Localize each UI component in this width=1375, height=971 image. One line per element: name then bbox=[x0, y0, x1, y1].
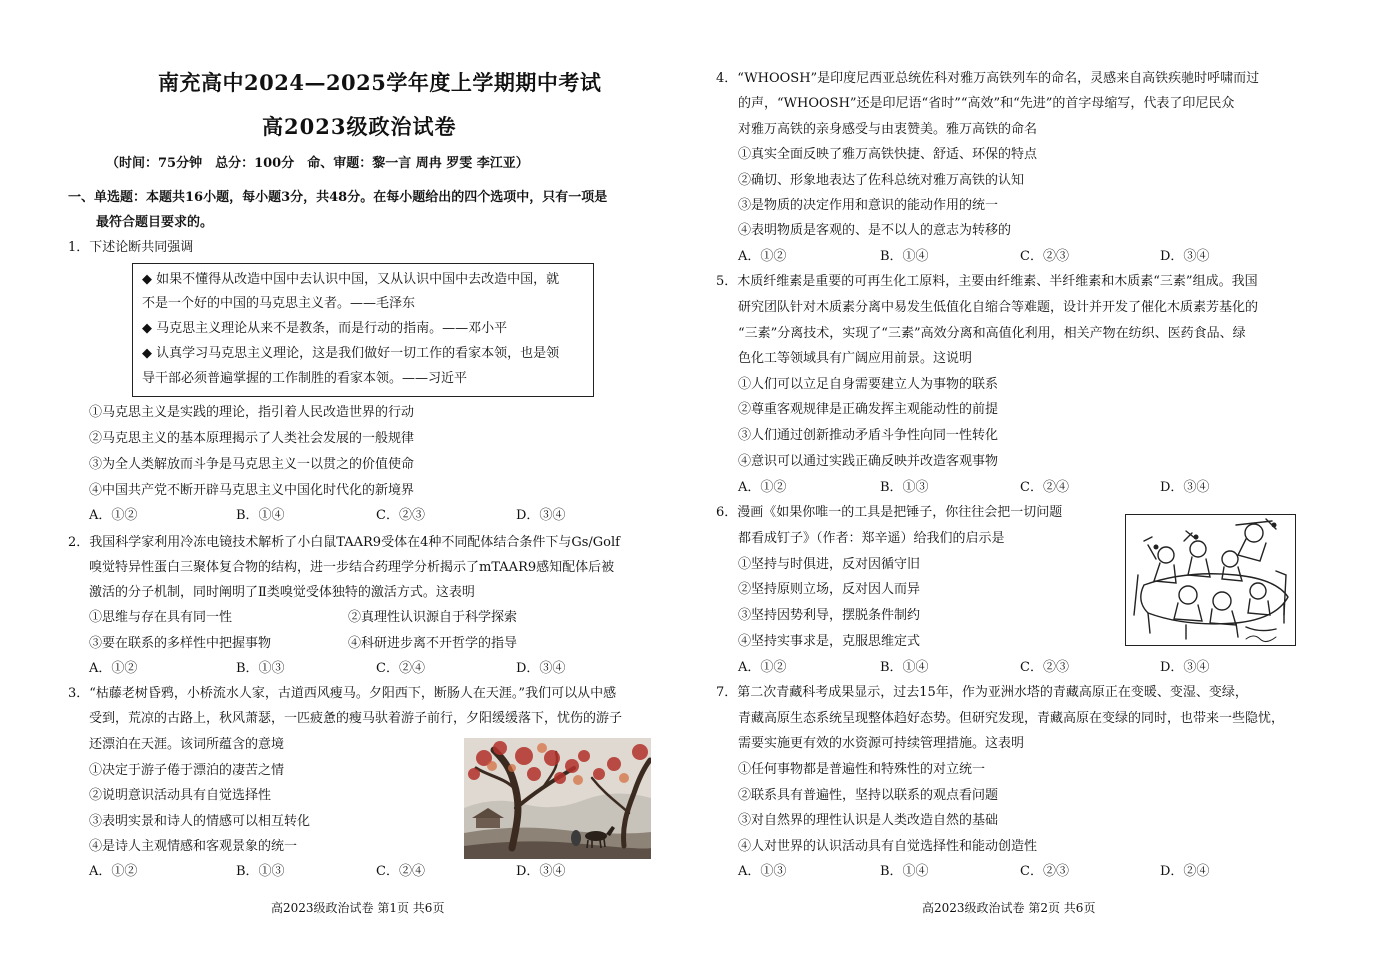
q1-quote-box bbox=[132, 263, 594, 397]
q3-option-c[interactable]: C．②④ bbox=[376, 864, 425, 879]
exam-page-2 bbox=[690, 0, 1375, 971]
q2-option-d[interactable]: D．③④ bbox=[516, 661, 566, 676]
q2-item: ④科研进步离不开哲学的指导 bbox=[348, 636, 518, 651]
q3-stem-line: 3．“枯藤老树昏鸦，小桥流水人家，古道西风瘦马。夕阳西下，断肠人在天涯。”我们可以从中感 bbox=[68, 686, 617, 701]
q7-item: ①任何事物都是普遍性和特殊性的对立统一 bbox=[738, 762, 986, 777]
q3-stem-line: 受到，荒凉的古路上，秋风萧瑟，一匹疲惫的瘦马驮着游子前行，夕阳缓缓落下，忧伤的游子 bbox=[89, 711, 623, 726]
q1-quote-line: ◆ 认真学习马克思主义理论，这是我们做好一切工作的看家本领，也是领 bbox=[142, 346, 560, 361]
q5-option-a[interactable]: A．①② bbox=[738, 480, 787, 495]
q7-option-b[interactable]: B．①④ bbox=[880, 864, 929, 879]
q5-option-c[interactable]: C．②④ bbox=[1020, 480, 1069, 495]
q4-option-b[interactable]: B．①④ bbox=[880, 249, 929, 264]
page-footer: 高2023级政治试卷 第1页 共6页 bbox=[271, 901, 445, 915]
section-heading-cont: 最符合题目要求的。 bbox=[96, 215, 214, 230]
q2-item: ②真理性认识源自于科学探索 bbox=[348, 610, 518, 625]
exam-subtitle: 高2023级政治试卷 bbox=[262, 114, 457, 139]
exam-title: 南充高中2024—2025学年度上学期期中考试 bbox=[158, 70, 602, 95]
q5-item: ③人们通过创新推动矛盾斗争性向同一性转化 bbox=[738, 428, 999, 443]
q1-item: ①马克思主义是实践的理论，指引着人民改造世界的行动 bbox=[89, 405, 415, 420]
q7-option-d[interactable]: D．②④ bbox=[1160, 864, 1210, 879]
q4-option-a[interactable]: A．①② bbox=[738, 249, 787, 264]
q6-item: ①坚持与时俱进，反对因循守旧 bbox=[738, 557, 921, 572]
q7-item: ③对自然界的理性认识是人类改造自然的基础 bbox=[738, 813, 999, 828]
q6-option-c[interactable]: C．②③ bbox=[1020, 660, 1069, 675]
q4-option-c[interactable]: C．②③ bbox=[1020, 249, 1069, 264]
q6-item: ③坚持因势利导，摆脱条件制约 bbox=[738, 608, 921, 623]
q2-item: ③要在联系的多样性中把握事物 bbox=[89, 636, 272, 651]
page-footer: 高2023级政治试卷 第2页 共6页 bbox=[922, 901, 1096, 915]
q4-item: ④表明物质是客观的、是不以人的意志为转移的 bbox=[738, 223, 1012, 238]
q6-option-a[interactable]: A．①② bbox=[738, 660, 787, 675]
q2-option-a[interactable]: A．①② bbox=[89, 661, 138, 676]
exam-info: （时间：75分钟 总分：100分 命、审题：黎一言 周冉 罗雯 李江亚） bbox=[106, 156, 529, 171]
q5-stem-line: 5．木质纤维素是重要的可再生化工原料，主要由纤维素、半纤维素和木质素“三素”组成。我国 bbox=[716, 274, 1258, 289]
q7-stem-line: 7．第二次青藏科考成果显示，过去15年，作为亚洲水塔的青藏高原正在变暖、变湿、变绿， bbox=[716, 685, 1248, 700]
q4-item: ③是物质的决定作用和意识的能动作用的统一 bbox=[738, 198, 999, 213]
q7-option-a[interactable]: A．①③ bbox=[738, 864, 787, 879]
q1-option-d[interactable]: D．③④ bbox=[516, 508, 566, 523]
q2-option-c[interactable]: C．②④ bbox=[376, 661, 425, 676]
q4-stem-line: 4．“WHOOSH”是印度尼西亚总统佐科对雅万高铁列车的命名，灵感来自高铁疾驰时呼啸而过 bbox=[716, 71, 1260, 86]
q2-stem-line: 2．我国科学家利用冷冻电镜技术解析了小白鼠TAAR9受体在4种不同配体结合条件下与Gs/Golf bbox=[68, 535, 620, 550]
q7-stem-line: 需要实施更有效的水资源可持续管理措施。这表明 bbox=[738, 736, 1025, 751]
q5-option-d[interactable]: D．③④ bbox=[1160, 480, 1210, 495]
q1-item: ②马克思主义的基本原理揭示了人类社会发展的一般规律 bbox=[89, 431, 415, 446]
q4-stem-line: 对雅万高铁的亲身感受与由衷赞美。雅万高铁的命名 bbox=[738, 122, 1038, 137]
q5-item: ①人们可以立足自身需要建立人为事物的联系 bbox=[738, 377, 999, 392]
q5-option-b[interactable]: B．①③ bbox=[880, 480, 929, 495]
q2-stem-line: 嗅觉特异性蛋白三聚体复合物的结构，进一步结合药理学分析揭示了mTAAR9感知配体后被 bbox=[89, 560, 615, 575]
q5-item: ④意识可以通过实践正确反映并改造客观事物 bbox=[738, 454, 999, 469]
q1-quote-line: 不是一个好的中国的马克思主义者。——毛泽东 bbox=[142, 296, 416, 311]
q4-stem-line: 的声，“WHOOSH”还是印尼语“省时”“高效”和“先进”的首字母缩写，代表了印尼民众 bbox=[738, 96, 1235, 111]
q6-item: ②坚持原则立场，反对因人而异 bbox=[738, 582, 921, 597]
q3-option-d[interactable]: D．③④ bbox=[516, 864, 566, 879]
q3-item: ④是诗人主观情感和客观景象的统一 bbox=[89, 839, 298, 854]
q3-option-b[interactable]: B．①③ bbox=[236, 864, 285, 879]
q7-stem-line: 青藏高原生态系统呈现整体趋好态势。但研究发现，青藏高原在变绿的同时，也带来一些隐忧， bbox=[738, 711, 1285, 726]
cartoon-hammer-illustration bbox=[1125, 514, 1296, 646]
q6-stem-line: 6．漫画《如果你唯一的工具是把锤子，你往往会把一切问题 bbox=[716, 505, 1063, 520]
q7-item: ④人对世界的认识活动具有自觉选择性和能动创造性 bbox=[738, 839, 1038, 854]
q1-option-a[interactable]: A．①② bbox=[89, 508, 138, 523]
q3-option-a[interactable]: A．①② bbox=[89, 864, 138, 879]
autumn-painting-icon bbox=[464, 738, 651, 859]
q5-stem-line: 色化工等领域具有广阔应用前景。这说明 bbox=[738, 351, 973, 366]
q1-item: ④中国共产党不断开辟马克思主义中国化时代化的新境界 bbox=[89, 483, 415, 498]
autumn-painting-illustration bbox=[464, 738, 651, 859]
q6-item: ④坚持实事求是，克服思维定式 bbox=[738, 634, 921, 649]
q1-quote-line: ◆ 如果不懂得从改造中国中去认识中国，又从认识中国中去改造中国，就 bbox=[142, 272, 560, 287]
q5-item: ②尊重客观规律是正确发挥主观能动性的前提 bbox=[738, 402, 999, 417]
q1-option-c[interactable]: C．②③ bbox=[376, 508, 425, 523]
q7-item: ②联系具有普遍性，坚持以联系的观点看问题 bbox=[738, 788, 999, 803]
cartoon-hammer-icon bbox=[1126, 515, 1294, 644]
q6-option-d[interactable]: D．③④ bbox=[1160, 660, 1210, 675]
q6-stem-line: 都看成钉子》（作者：郑辛遥）给我们的启示是 bbox=[738, 531, 1005, 546]
q3-item: ①决定于游子倦于漂泊的凄苦之情 bbox=[89, 763, 285, 778]
q1-item: ③为全人类解放而斗争是马克思主义一以贯之的价值使命 bbox=[89, 457, 415, 472]
q4-item: ②确切、形象地表达了佐科总统对雅万高铁的认知 bbox=[738, 173, 1025, 188]
q5-stem-line: “三素”分离技术，实现了“三素”高效分离和高值化利用，相关产物在纺织、医药食品、绿 bbox=[738, 326, 1246, 341]
q1-quote-line: ◆ 马克思主义理论从来不是教条，而是行动的指南。——邓小平 bbox=[142, 321, 508, 336]
q4-option-d[interactable]: D．③④ bbox=[1160, 249, 1210, 264]
q1-option-b[interactable]: B．①④ bbox=[236, 508, 285, 523]
q2-option-b[interactable]: B．①③ bbox=[236, 661, 285, 676]
q1-stem: 1．下述论断共同强调 bbox=[68, 240, 194, 255]
q4-item: ①真实全面反映了雅万高铁快捷、舒适、环保的特点 bbox=[738, 147, 1038, 162]
section-heading: 一、单选题：本题共16小题，每小题3分，共48分。在每小题给出的四个选项中，只有一项是 bbox=[68, 190, 608, 205]
q5-stem-line: 研究团队针对木质素分离中易发生低值化自缩合等难题，设计并开发了催化木质素芳基化的 bbox=[738, 300, 1259, 315]
q7-option-c[interactable]: C．②③ bbox=[1020, 864, 1069, 879]
q3-item: ③表明实景和诗人的情感可以相互转化 bbox=[89, 814, 311, 829]
q3-item: ②说明意识活动具有自觉选择性 bbox=[89, 788, 272, 803]
q2-stem-line: 激活的分子机制，同时阐明了Ⅱ类嗅觉受体独特的激活方式。这表明 bbox=[89, 585, 475, 600]
q6-option-b[interactable]: B．①④ bbox=[880, 660, 929, 675]
q2-item: ①思维与存在具有同一性 bbox=[89, 610, 233, 625]
q3-stem-line: 还漂泊在天涯。该词所蕴含的意境 bbox=[89, 737, 285, 752]
q1-quote-line: 导干部必须普遍掌握的工作制胜的看家本领。——习近平 bbox=[142, 371, 468, 386]
